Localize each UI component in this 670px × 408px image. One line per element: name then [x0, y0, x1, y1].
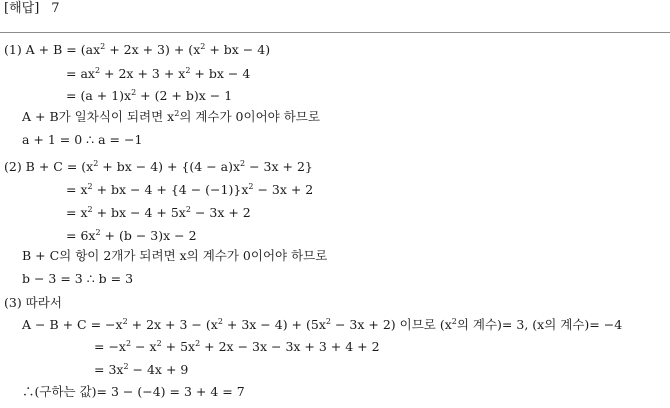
line-16-final-answer: ∴(구하는 값)= 3 − (−4) = 3 + 4 = 7	[22, 384, 245, 399]
line-12-therefore: (3) 따라서	[4, 295, 62, 310]
line-14-expand: = $-x^2 - x^2 + 5x^2 + 2x - 3x - 3x + 3 + 4 + 2$	[94, 339, 380, 354]
line-15-result: = $3x^2 - 4x + 9$	[94, 362, 189, 377]
line-3-collect: = $(a + 1)x^2 + (2 + b)x - 1$	[66, 88, 233, 103]
line-10-condition: B + C의 항이 2개가 되려면 x의 계수가 0이어야 하므로	[22, 248, 328, 263]
line-13-a-minus-b-plus-c: $A - B + C = -x^2 + 2x + 3 - (x^2 + 3x - 4) + (5x^2 - 3x + 2)$ 이므로 ($x^2$의 계수)= 3, (x의 계수)= −4	[22, 317, 623, 332]
line-11-solve-b: b − 3 = 3 ∴ b = 3	[22, 271, 134, 286]
line-4-condition: A + B가 일차식이 되려면 $x^2$의 계수가 0이어야 하므로	[22, 109, 320, 124]
answer-label: [해답]	[4, 1, 40, 16]
line-2-expand: = $ax^2 + 2x + 3 + x^2$ + bx − 4	[66, 66, 251, 81]
line-6-b-plus-c: (2) $B + C = (x^2$ + bx − $4) + \{(4 - a)x^2 - 3x + 2\}$	[4, 159, 313, 174]
answer-header	[4, 1, 60, 17]
line-9-collect: = $6x^2 + (b - 3)x - 2$	[66, 228, 197, 243]
line-1-a-plus-b: (1) $A + B = (ax^2 + 2x + 3) + (x^2$ + bx − 4)	[4, 42, 271, 57]
line-5-solve-a: a + 1 = 0 ∴ a = −1	[22, 132, 143, 147]
line-8-expand: = $x^2$ + bx − $4 + 5x^2 - 3x + 2$	[66, 205, 251, 220]
header-divider	[0, 32, 670, 33]
answer-value: 7	[51, 1, 60, 16]
line-7-substitute: = $x^2$ + bx − $4 + \{4 - (-1)\}x^2 - 3x + 2$	[66, 182, 314, 197]
